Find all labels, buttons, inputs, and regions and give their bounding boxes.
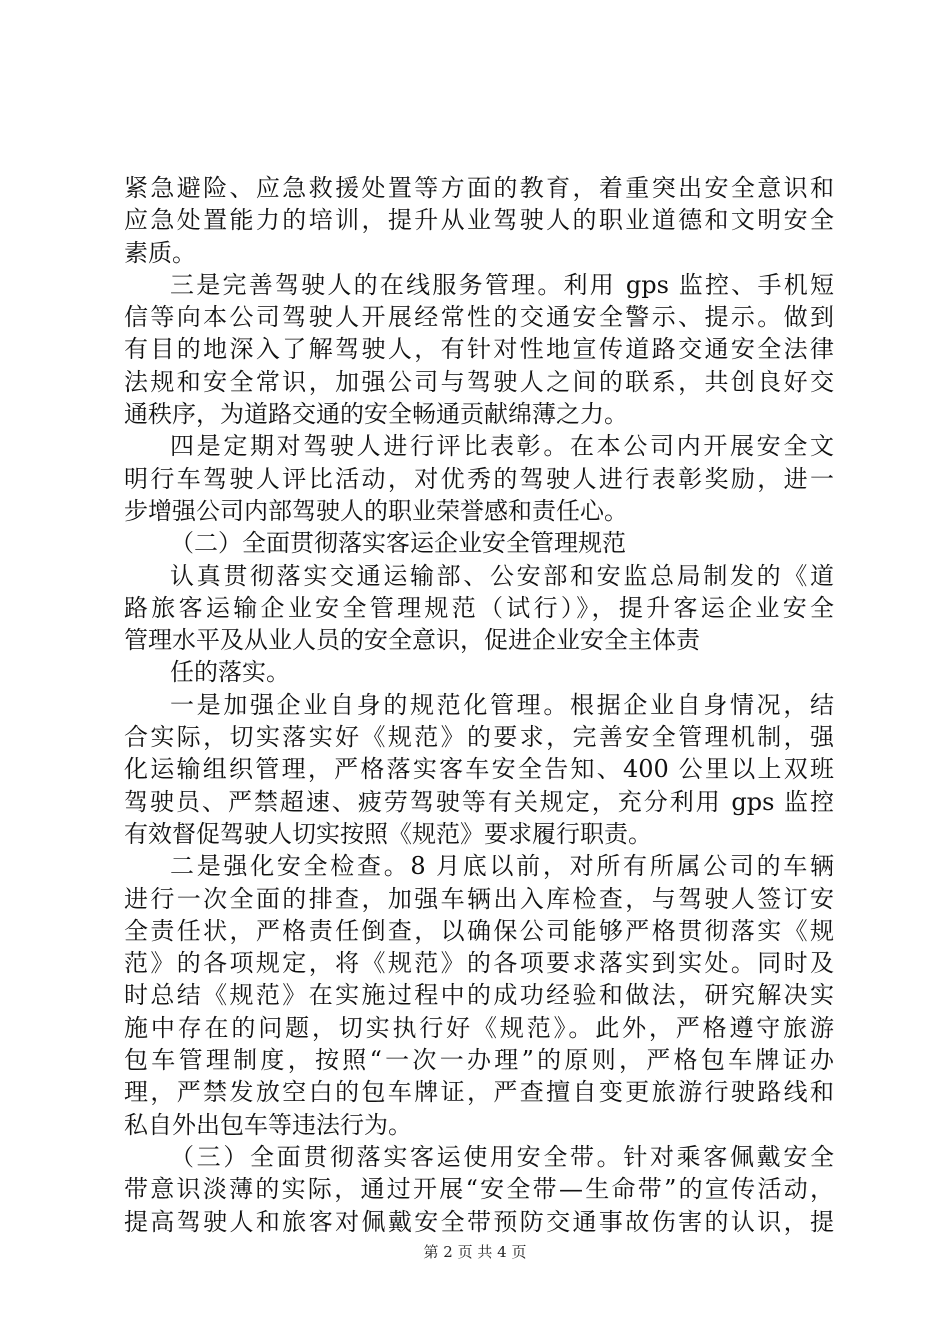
text-line: 步增强公司内部驾驶人的职业荣誉感和责任心。 [124,496,628,525]
text-line: 法规和安全常识，加强公司与驾驶人之间的联系，共创良好交 [124,367,834,396]
body-text [124,172,834,1238]
text-line: 包车管理制度，按照“一次一办理”的原则，严格包车牌证办 [124,1046,834,1075]
text-line: 信等向本公司驾驶人开展经常性的交通安全警示、提示。做到 [124,303,834,332]
text-line: 应急处置能力的培训，提升从业驾驶人的职业道德和文明安全 [124,206,834,235]
text-line: 提高驾驶人和旅客对佩戴安全带预防交通事故伤害的认识，提 [124,1207,834,1236]
page-footer: 第 2 页 共 4 页 [423,1243,527,1261]
text-line: 私自外出包车等违法行为。 [124,1110,412,1139]
text-line: 四是定期对驾驶人进行评比表彰。在本公司内开展安全文 [170,432,834,461]
text-line: 二是强化安全检查。8 月底以前，对所有所属公司的车辆 [170,852,834,881]
text-line: 有效督促驾驶人切实按照《规范》要求履行职责。 [124,819,652,848]
text-line: 施中存在的问题，切实执行好《规范》。此外，严格遵守旅游 [124,1013,834,1042]
text-line: 进行一次全面的排查，加强车辆出入库检查，与驾驶人签订安 [124,884,834,913]
text-line: 全责任状，严格责任倒查，以确保公司能够严格贯彻落实《规 [124,916,834,945]
text-line: 明行车驾驶人评比活动，对优秀的驾驶人进行表彰奖励，进一 [124,464,834,493]
text-line: 驾驶员、严禁超速、疲劳驾驶等有关规定，充分利用 gps 监控 [124,787,834,816]
text-line: 认真贯彻落实交通运输部、公安部和安监总局制发的《道 [170,561,834,590]
text-line: 化运输组织管理，严格落实客车安全告知、400 公里以上双班 [124,755,834,784]
text-line: 有目的地深入了解驾驶人，有针对性地宣传道路交通安全法律 [124,335,834,364]
text-line: 合实际，切实落实好《规范》的要求，完善安全管理机制，强 [124,723,834,752]
text-line: 素质。 [124,238,196,267]
text-line: 一是加强企业自身的规范化管理。根据企业自身情况，结 [170,690,834,719]
text-line: 管理水平及从业人员的安全意识，促进企业安全主体责 [124,626,700,655]
text-line: （二）全面贯彻落实客运企业安全管理规范 [170,529,626,558]
text-line: 三是完善驾驶人的在线服务管理。利用 gps 监控、手机短 [170,270,834,299]
text-line: 理，严禁发放空白的包车牌证，严查擅自变更旅游行驶路线和 [124,1078,834,1107]
text-line: 路旅客运输企业安全管理规范（试行）》，提升客运企业安全 [124,593,834,622]
text-line: 任的落实。 [170,658,290,687]
text-line: 范》的各项规定，将《规范》的各项要求落实到实处。同时及 [124,949,834,978]
text-line: 时总结《规范》在实施过程中的成功经验和做法，研究解决实 [124,981,834,1010]
text-line: 紧急避险、应急救援处置等方面的教育，着重突出安全意识和 [124,174,834,202]
text-line: 通秩序，为道路交通的安全畅通贡献绵薄之力。 [124,400,628,429]
text-line: 带意识淡薄的实际，通过开展“安全带—生命带”的宣传活动， [124,1175,834,1204]
text-line: （三）全面贯彻落实客运使用安全带。针对乘客佩戴安全 [170,1142,834,1171]
